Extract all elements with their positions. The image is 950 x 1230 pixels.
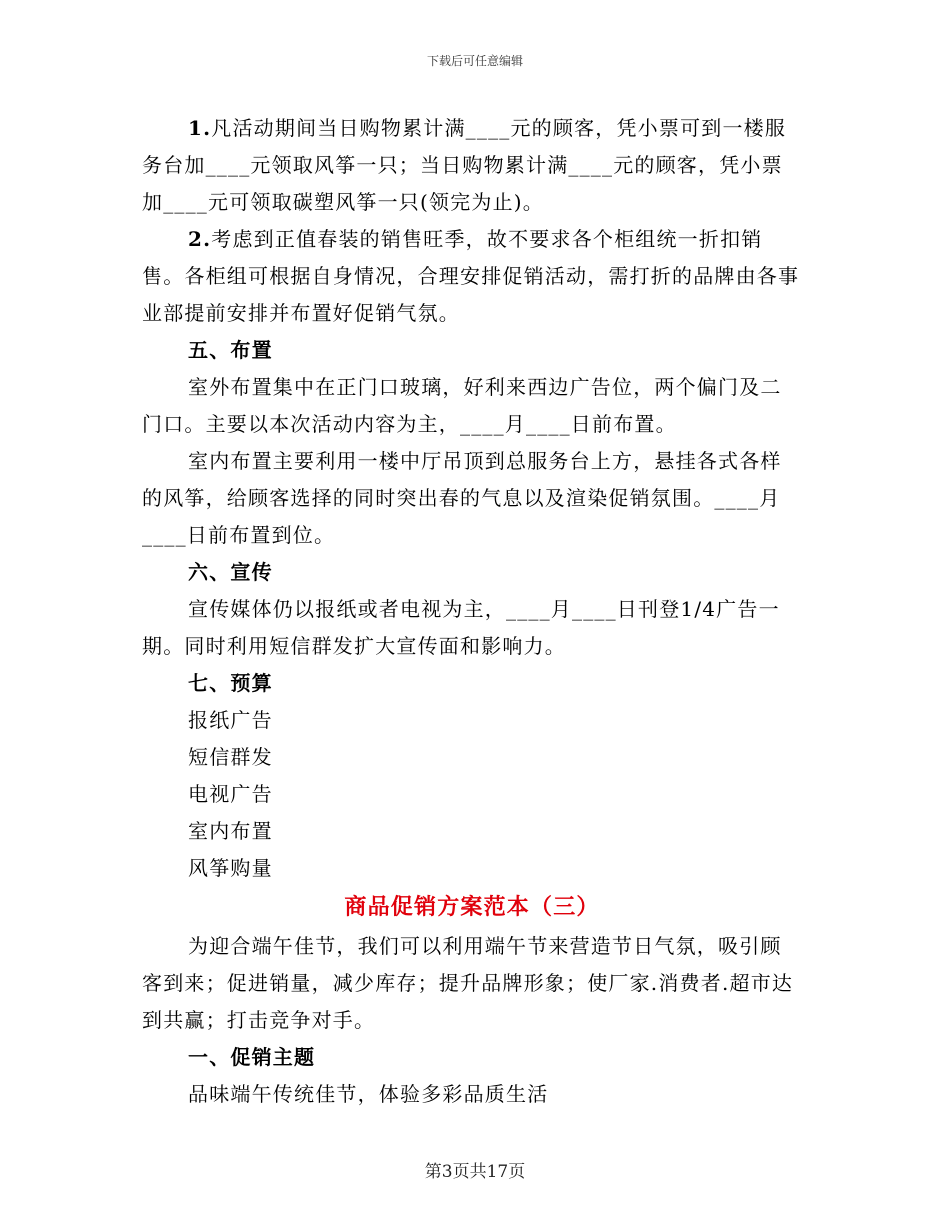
page-footer: 第3页共17页 [424,1162,526,1182]
budget-item: 室内布置 [188,819,273,843]
paragraph: 为迎合端午佳节，我们可以利用端午节来营造节日气氛，吸引顾客到来；促进销量，减少库存；提升品牌形象；使厂家.消费者.超市达到共赢；打击竞争对手。 [142,934,794,1032]
item-number: 2. [188,227,212,251]
budget-item: 报纸广告 [188,708,273,732]
paragraph-item-1 [142,110,802,221]
section-heading-publicity: 六、宣传 [188,560,273,584]
paragraph: 宣传媒体仍以报纸或者电视为主，____月____日刊登1/4广告一期。同时利用短信群发扩大宣传面和影响力。 [142,597,780,658]
paragraph: 室内布置主要利用一楼中厅吊顶到总服务台上方，悬挂各式各样的风筝，给顾客选择的同时突出春的气息以及渲染促销氛围。____月____日前布置到位。 [142,449,782,547]
budget-item: 短信群发 [188,745,273,769]
paragraph: 品味端午传统佳节，体验多彩品质生活 [188,1082,549,1106]
document-title: 商品促销方案范本（三） [344,894,600,920]
section-heading-budget: 七、预算 [188,671,273,695]
budget-item: 风筝购量 [188,856,273,880]
paragraph-text: 考虑到正值春装的销售旺季，故不要求各个柜组统一折扣销售。各柜组可根据自身情况，合理安排促销活动，需打折的品牌由各事业部提前安排并布置好促销气氛。 [142,227,800,325]
section-heading-theme: 一、促销主题 [188,1045,316,1069]
item-number: 1. [188,116,212,140]
page-header: 下载后可任意编辑 [426,54,523,68]
document-body [142,110,802,1113]
budget-item: 电视广告 [188,782,273,806]
paragraph: 室外布置集中在正门口玻璃，好利来西边广告位，两个偏门及二门口。主要以本次活动内容为主，____月____日前布置。 [142,375,782,436]
paragraph-item-2 [142,221,802,332]
section-heading-layout: 五、布置 [188,338,273,362]
paragraph-text: 凡活动期间当日购物累计满____元的顾客，凭小票可到一楼服务台加____元领取风筝一只；当日购物累计满____元的顾客，凭小票加____元可领取碳塑风筝一只(领完为止)。 [142,116,787,214]
